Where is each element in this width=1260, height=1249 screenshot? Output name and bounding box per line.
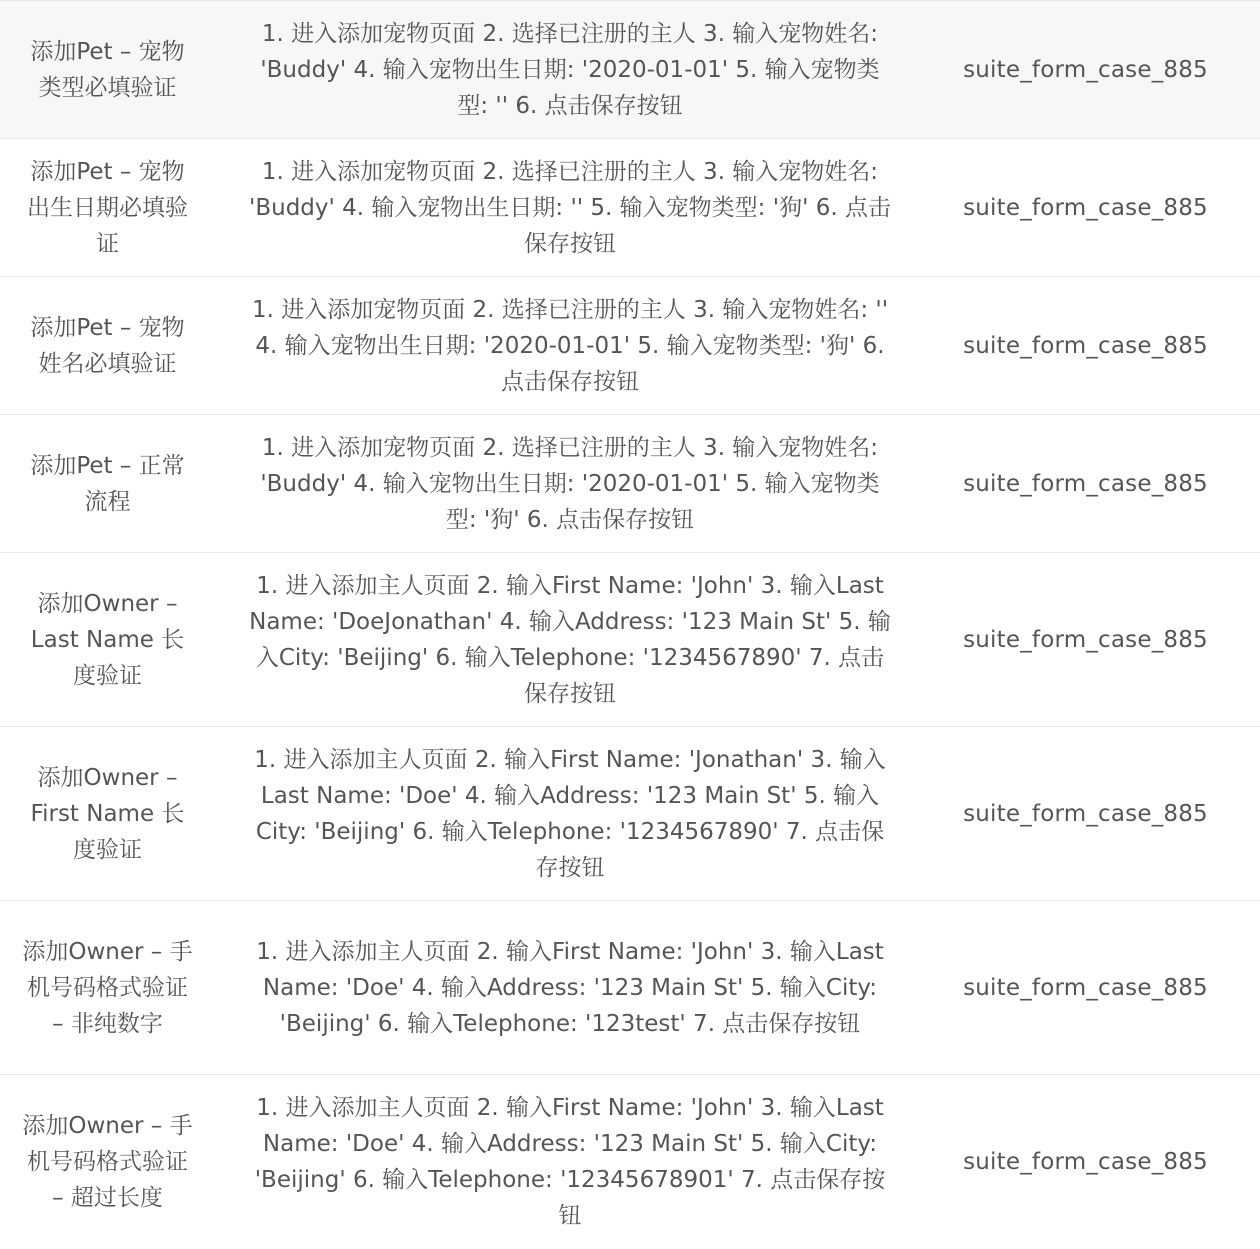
case-name-cell: 添加Owner – 手机号码格式验证 – 非纯数字 bbox=[22, 938, 193, 1037]
case-suite-cell: suite_form_case_885 bbox=[963, 800, 1208, 827]
case-steps-cell: 1. 进入添加宠物页面 2. 选择已注册的主人 3. 输入宠物姓名: '' 4. 输入宠物出生日期: '2020-01-01' 5. 输入宠物类型: '狗' 6. 点击保存按钮 bbox=[251, 296, 889, 395]
case-steps-cell: 1. 进入添加宠物页面 2. 选择已注册的主人 3. 输入宠物姓名: 'Buddy' 4. 输入宠物出生日期: '2020-01-01' 5. 输入宠物类型: '' 6. 点击保存按钮 bbox=[260, 20, 880, 119]
table-row[interactable] bbox=[0, 1075, 1260, 1249]
table-row[interactable] bbox=[0, 277, 1260, 415]
table-row[interactable] bbox=[0, 1, 1260, 139]
case-suite-cell: suite_form_case_885 bbox=[963, 194, 1208, 221]
case-steps-cell: 1. 进入添加宠物页面 2. 选择已注册的主人 3. 输入宠物姓名: 'Buddy' 4. 输入宠物出生日期: '2020-01-01' 5. 输入宠物类型: '狗' 6. 点击保存按钮 bbox=[260, 434, 880, 533]
case-name-cell: 添加Owner – Last Name 长度验证 bbox=[30, 590, 185, 689]
case-suite-cell: suite_form_case_885 bbox=[963, 974, 1208, 1001]
case-name-cell: 添加Pet – 宠物类型必填验证 bbox=[30, 38, 185, 101]
case-steps-cell: 1. 进入添加宠物页面 2. 选择已注册的主人 3. 输入宠物姓名: 'Buddy' 4. 输入宠物出生日期: '' 5. 输入宠物类型: '狗' 6. 点击保存按钮 bbox=[249, 158, 891, 257]
table-row[interactable] bbox=[0, 415, 1260, 553]
table-row[interactable] bbox=[0, 901, 1260, 1075]
test-case-table-body bbox=[0, 1, 1260, 1249]
case-name-cell: 添加Pet – 宠物出生日期必填验证 bbox=[27, 158, 188, 257]
table-row[interactable] bbox=[0, 553, 1260, 727]
case-steps-cell: 1. 进入添加主人页面 2. 输入First Name: 'John' 3. 输入Last Name: 'Doe' 4. 输入Address: '123 Main St' 5. 输入City: 'Beijing' 6. 输入Telephone: '123test' 7. 点击保存按钮 bbox=[256, 938, 884, 1037]
case-suite-cell: suite_form_case_885 bbox=[963, 1148, 1208, 1175]
case-name-cell: 添加Pet – 宠物姓名必填验证 bbox=[30, 314, 185, 377]
case-suite-cell: suite_form_case_885 bbox=[963, 470, 1208, 497]
case-steps-cell: 1. 进入添加主人页面 2. 输入First Name: 'John' 3. 输入Last Name: 'DoeJonathan' 4. 输入Address: '123 Main St' 5. 输入City: 'Beijing' 6. 输入Telephone: '1234567890' 7. 点击保存按钮 bbox=[249, 572, 891, 707]
case-steps-cell: 1. 进入添加主人页面 2. 输入First Name: 'Jonathan' 3. 输入Last Name: 'Doe' 4. 输入Address: '123 Main St' 5. 输入City: 'Beijing' 6. 输入Telephone: '1234567890' 7. 点击保存按钮 bbox=[254, 746, 886, 881]
case-steps-cell: 1. 进入添加主人页面 2. 输入First Name: 'John' 3. 输入Last Name: 'Doe' 4. 输入Address: '123 Main St' 5. 输入City: 'Beijing' 6. 输入Telephone: '12345678901' 7. 点击保存按钮 bbox=[254, 1094, 886, 1229]
table-row[interactable] bbox=[0, 139, 1260, 277]
case-name-cell: 添加Owner – 手机号码格式验证 – 超过长度 bbox=[22, 1112, 193, 1211]
case-suite-cell: suite_form_case_885 bbox=[963, 56, 1208, 83]
table-row[interactable] bbox=[0, 727, 1260, 901]
case-suite-cell: suite_form_case_885 bbox=[963, 332, 1208, 359]
case-suite-cell: suite_form_case_885 bbox=[963, 626, 1208, 653]
case-name-cell: 添加Owner – First Name 长度验证 bbox=[30, 764, 185, 863]
case-name-cell: 添加Pet – 正常流程 bbox=[30, 452, 185, 515]
